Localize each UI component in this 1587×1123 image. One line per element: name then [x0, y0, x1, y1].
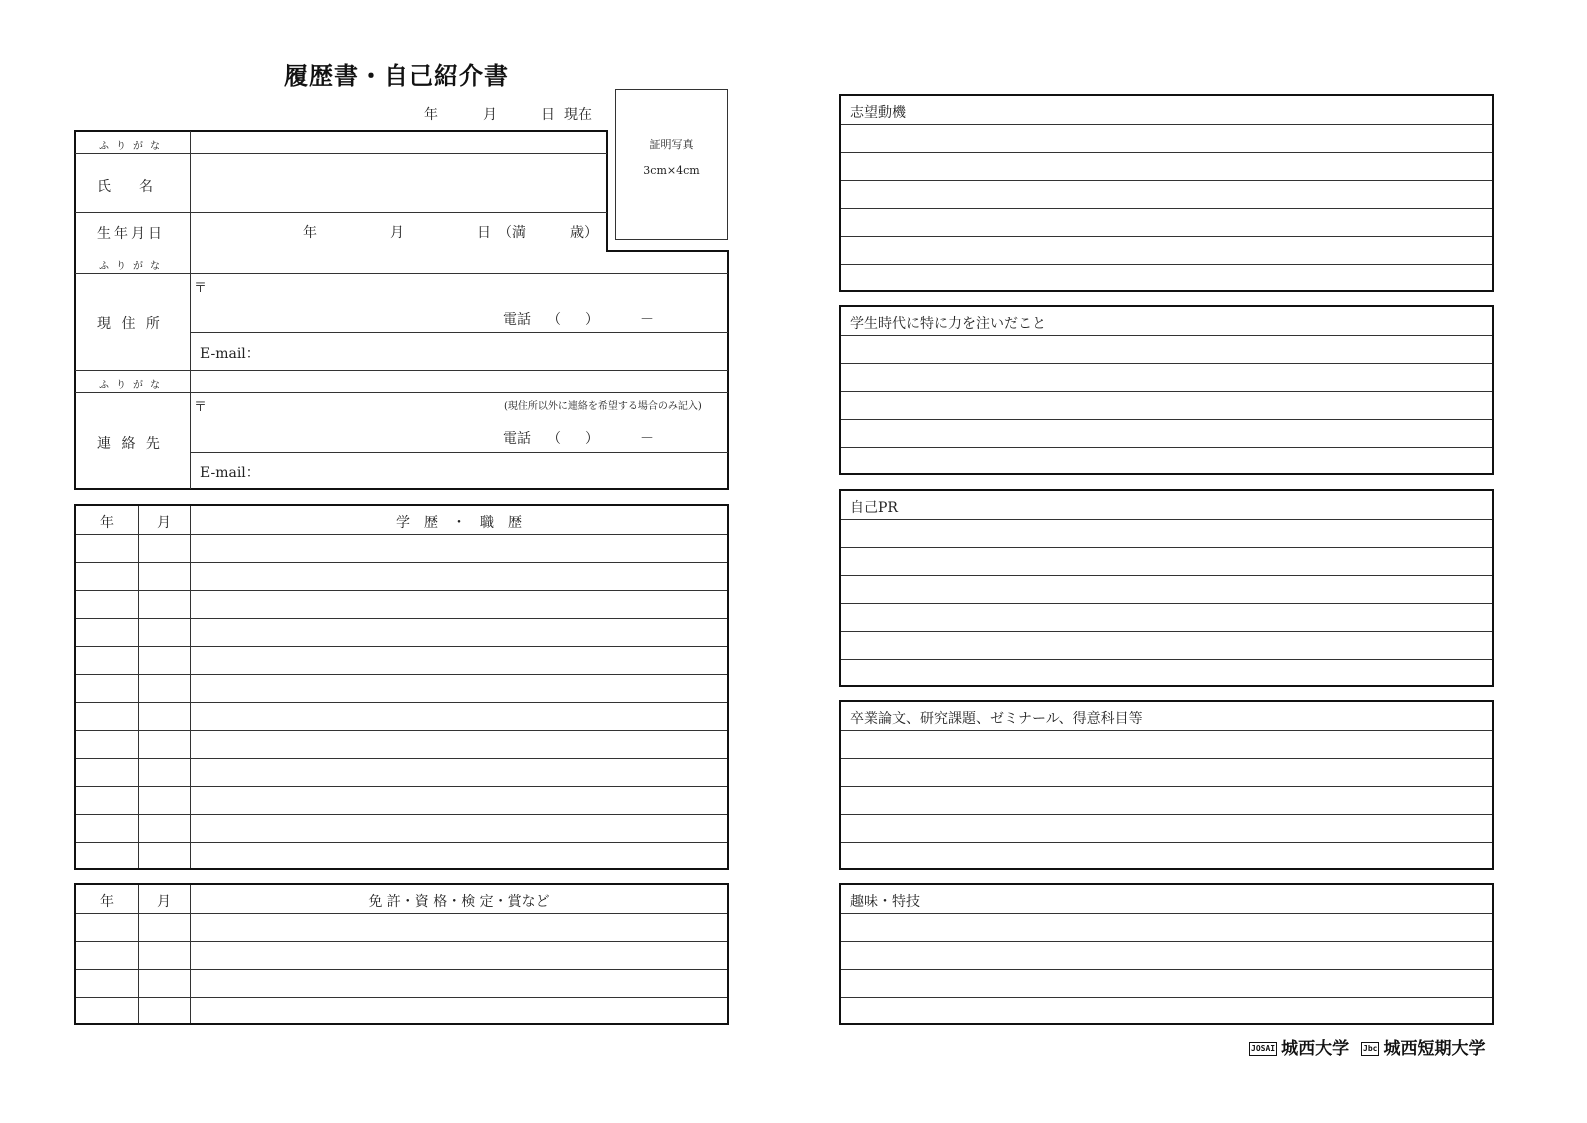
label-column-divider — [190, 131, 191, 489]
history-year-cell[interactable] — [76, 563, 138, 590]
ruled-line — [841, 152, 1492, 153]
history-month-cell[interactable] — [139, 591, 190, 618]
ruled-line — [841, 603, 1492, 604]
photo-box[interactable] — [615, 89, 728, 240]
frame-bottom — [74, 488, 729, 490]
divider — [75, 212, 607, 213]
history-month-cell[interactable] — [139, 563, 190, 590]
ruled-line — [841, 419, 1492, 420]
ruled-line — [841, 842, 1492, 843]
section-title: 卒業論文、研究課題、ゼミナール、得意科目等 — [850, 711, 1143, 727]
ruled-line — [841, 547, 1492, 548]
history-year-cell[interactable] — [76, 675, 138, 702]
license-entry-cell[interactable] — [191, 998, 727, 1025]
ruled-line — [841, 180, 1492, 181]
section-title: 学生時代に特に力を注いだこと — [850, 316, 1046, 332]
address-furigana-label: ふりがな — [99, 261, 167, 272]
ruled-line — [841, 447, 1492, 448]
contact-furigana-field[interactable] — [192, 372, 726, 391]
frame-top — [74, 130, 608, 132]
divider — [75, 273, 728, 274]
license-entry-cell[interactable] — [191, 914, 727, 941]
name-field[interactable] — [192, 155, 605, 211]
ruled-line — [841, 730, 1492, 731]
divider — [190, 332, 728, 333]
phone-open: （ — [547, 431, 561, 447]
ruled-line — [841, 969, 1492, 970]
photo-label: 証明写真 — [649, 138, 694, 151]
history-entry-cell[interactable] — [191, 815, 727, 842]
history-year-cell[interactable] — [76, 703, 138, 730]
page-title: 履歴書・自己紹介書 — [284, 62, 509, 90]
history-entry-cell[interactable] — [191, 647, 727, 674]
ruled-line — [841, 814, 1492, 815]
ruled-line — [841, 758, 1492, 759]
history-month-cell[interactable] — [139, 815, 190, 842]
license-col-main: 免 許・資 格・検 定・賞など — [368, 894, 550, 910]
license-year-cell[interactable] — [76, 942, 138, 969]
self-pr-section[interactable] — [839, 489, 1494, 687]
date-year-label: 年 — [424, 107, 438, 123]
ruled-line — [841, 786, 1492, 787]
history-month-cell[interactable] — [139, 787, 190, 814]
phone-label: 電話 — [503, 431, 531, 447]
email-label: E-mail： — [200, 346, 260, 362]
age-open-label: （満 — [498, 225, 526, 241]
frame-step — [606, 250, 729, 252]
license-year-cell[interactable] — [76, 970, 138, 997]
contact-note: (現住所以外に連絡を希望する場合のみ記入) — [504, 401, 702, 412]
ruled-line — [841, 264, 1492, 265]
ruled-line — [841, 236, 1492, 237]
birth-label: 生年月日 — [97, 226, 165, 242]
history-year-cell[interactable] — [76, 843, 138, 870]
ruled-line — [841, 997, 1492, 998]
name-label: 氏 名 — [97, 179, 153, 195]
license-table — [74, 883, 729, 1025]
contact-furigana-label: ふりがな — [99, 380, 167, 391]
history-entry-cell[interactable] — [191, 759, 727, 786]
thesis-section[interactable] — [839, 700, 1494, 870]
ruled-line — [841, 208, 1492, 209]
postal-mark: 〒 — [194, 281, 208, 296]
history-entry-cell[interactable] — [191, 619, 727, 646]
date-month-label: 月 — [483, 107, 497, 123]
hobby-section[interactable] — [839, 883, 1494, 1025]
address-furigana-field[interactable] — [192, 253, 726, 272]
license-month-cell[interactable] — [139, 970, 190, 997]
postal-mark: 〒 — [194, 400, 208, 415]
history-year-cell[interactable] — [76, 619, 138, 646]
ruled-line — [841, 335, 1492, 336]
history-entry-cell[interactable] — [191, 535, 727, 562]
ruled-line — [841, 391, 1492, 392]
divider — [75, 392, 728, 393]
jbc-mark: Jbc — [1361, 1042, 1379, 1056]
history-year-cell[interactable] — [76, 591, 138, 618]
license-month-cell[interactable] — [139, 998, 190, 1025]
phone-close: ） — [585, 431, 599, 447]
frame-right-upper — [606, 130, 608, 251]
contact-label: 連 絡 先 — [97, 436, 163, 452]
history-entry-cell[interactable] — [191, 563, 727, 590]
history-entry-cell[interactable] — [191, 675, 727, 702]
history-col-year: 年 — [100, 515, 114, 531]
frame-left — [74, 130, 76, 490]
josai-university-logo — [1249, 1034, 1349, 1059]
license-entry-cell[interactable] — [191, 942, 727, 969]
name-furigana-label: ふりがな — [99, 141, 167, 152]
license-col-year: 年 — [100, 894, 114, 910]
ruled-line — [841, 363, 1492, 364]
name-furigana-field[interactable] — [192, 133, 605, 152]
address-label: 現 住 所 — [97, 316, 163, 332]
license-entry-cell[interactable] — [191, 970, 727, 997]
student-effort-section[interactable] — [839, 305, 1494, 475]
birth-date-field[interactable] — [192, 214, 605, 250]
license-month-cell[interactable] — [139, 914, 190, 941]
license-year-cell[interactable] — [76, 914, 138, 941]
phone-open: （ — [547, 312, 561, 328]
date-day-label: 日 — [541, 107, 555, 123]
phone-close: ） — [585, 312, 599, 328]
contact-email-field[interactable] — [192, 454, 726, 487]
history-table — [74, 504, 729, 870]
ruled-line — [841, 659, 1492, 660]
license-year-cell[interactable] — [76, 998, 138, 1025]
motivation-section[interactable] — [839, 94, 1494, 292]
josai-junior-college-name: 城西短期大学 — [1383, 1039, 1486, 1059]
birth-year-label: 年 — [303, 225, 317, 241]
josai-junior-college-logo — [1361, 1034, 1485, 1059]
ruled-line — [841, 631, 1492, 632]
history-entry-cell[interactable] — [191, 731, 727, 758]
ruled-line — [841, 913, 1492, 914]
josai-mark: JOSAI — [1249, 1042, 1277, 1056]
divider — [190, 452, 728, 453]
phone-dash: － — [640, 312, 654, 328]
history-month-cell[interactable] — [139, 619, 190, 646]
history-entry-cell[interactable] — [191, 787, 727, 814]
photo-size: 3cm×4cm — [643, 164, 700, 177]
history-year-cell[interactable] — [76, 731, 138, 758]
date-current-label: 現在 — [564, 107, 592, 123]
history-month-cell[interactable] — [139, 731, 190, 758]
ruled-line — [841, 575, 1492, 576]
history-entry-cell[interactable] — [191, 703, 727, 730]
history-entry-cell[interactable] — [191, 843, 727, 870]
history-year-cell[interactable] — [76, 759, 138, 786]
contact-address-field[interactable] — [192, 394, 726, 451]
history-col-main: 学 歴 ・ 職 歴 — [396, 515, 522, 531]
age-close-label: 歳） — [570, 225, 598, 241]
history-year-cell[interactable] — [76, 815, 138, 842]
phone-label: 電話 — [503, 312, 531, 328]
divider — [75, 153, 607, 154]
address-email-field[interactable] — [192, 334, 726, 369]
birth-month-label: 月 — [390, 225, 404, 241]
section-title: 自己PR — [850, 500, 898, 516]
history-year-cell[interactable] — [76, 535, 138, 562]
divider — [75, 370, 728, 371]
section-title: 趣味・特技 — [850, 894, 920, 910]
history-month-cell[interactable] — [139, 843, 190, 870]
birth-day-label: 日 — [477, 225, 491, 241]
section-title: 志望動機 — [850, 105, 906, 121]
history-month-cell[interactable] — [139, 759, 190, 786]
history-col-month: 月 — [157, 515, 171, 531]
history-month-cell[interactable] — [139, 647, 190, 674]
history-month-cell[interactable] — [139, 675, 190, 702]
history-entry-cell[interactable] — [191, 591, 727, 618]
license-col-month: 月 — [157, 894, 171, 910]
history-year-cell[interactable] — [76, 647, 138, 674]
ruled-line — [841, 941, 1492, 942]
history-year-cell[interactable] — [76, 787, 138, 814]
history-month-cell[interactable] — [139, 703, 190, 730]
history-month-cell[interactable] — [139, 535, 190, 562]
address-field[interactable] — [192, 275, 726, 331]
phone-dash: － — [640, 431, 654, 447]
josai-university-name: 城西大学 — [1281, 1039, 1350, 1059]
ruled-line — [841, 519, 1492, 520]
license-month-cell[interactable] — [139, 942, 190, 969]
ruled-line — [841, 124, 1492, 125]
email-label: E-mail： — [200, 465, 260, 481]
